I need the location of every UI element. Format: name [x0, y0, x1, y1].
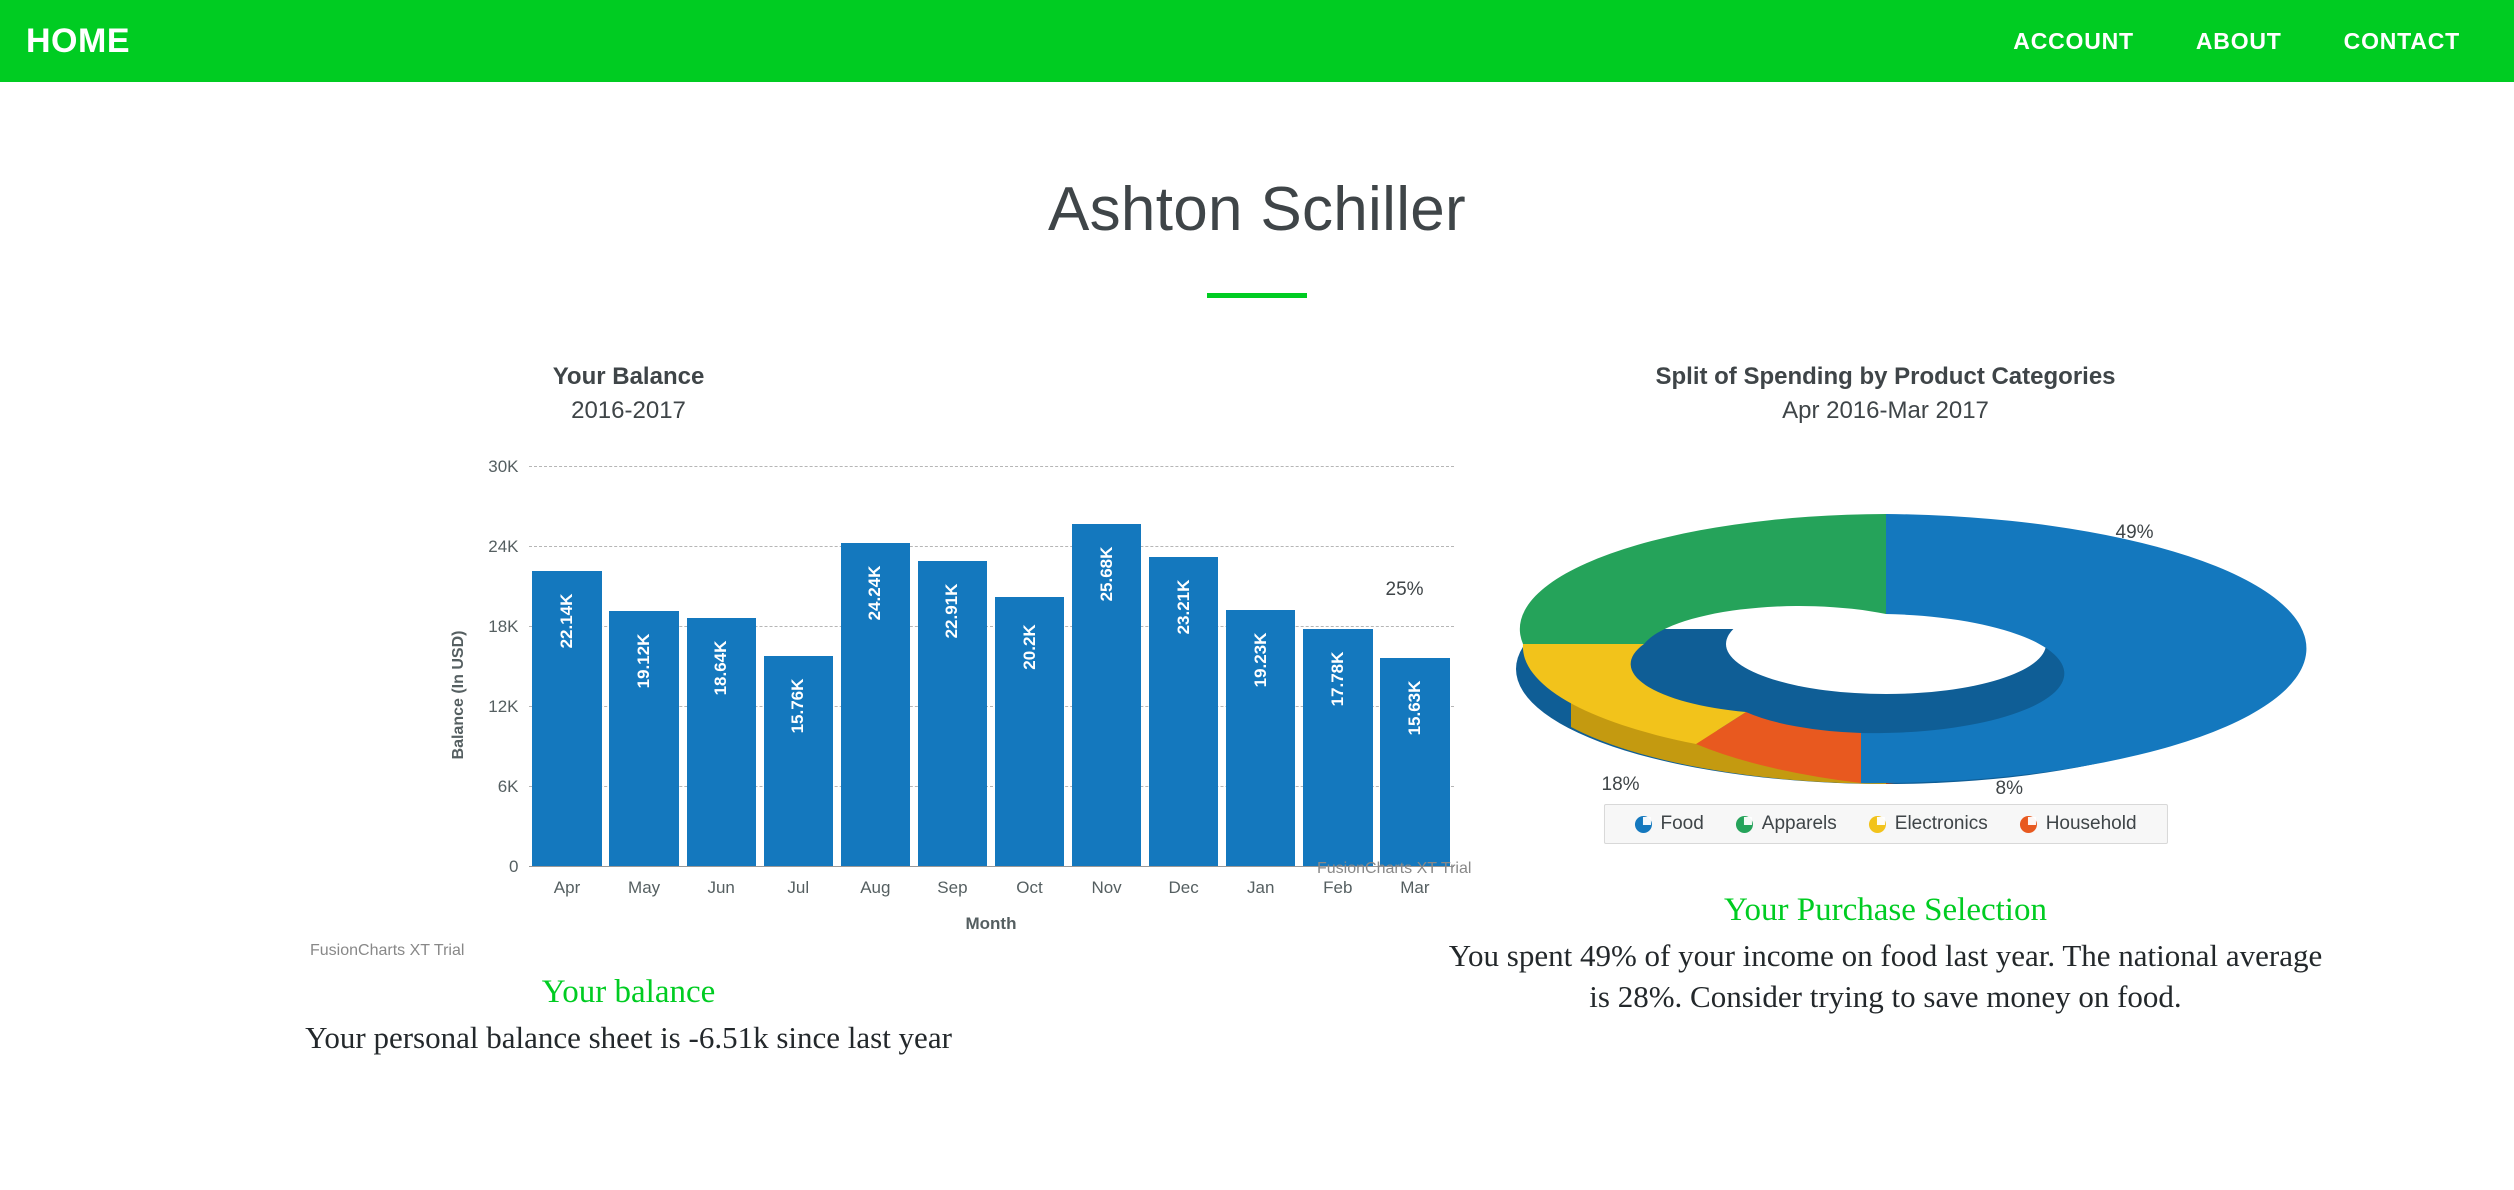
page-title: Ashton Schiller — [1047, 175, 1467, 244]
nav-link-account[interactable]: ACCOUNT — [2013, 27, 2134, 54]
donut-legend — [1603, 804, 2167, 844]
y-axis-tick: 12K — [488, 697, 519, 717]
bar-may[interactable] — [609, 611, 678, 866]
pie-slice-icon-electronics — [1869, 816, 1886, 833]
nav-link-about[interactable]: ABOUT — [2195, 27, 2282, 54]
legend-label-food: Food — [1660, 813, 1704, 835]
legend-label-household: Household — [2045, 813, 2137, 835]
x-axis-tick: Feb — [1323, 878, 1353, 898]
legend-label-electronics: Electronics — [1894, 813, 1988, 835]
x-axis-tick: Oct — [1016, 878, 1043, 898]
bar-slot — [532, 466, 601, 898]
bar-value-label: 20.2K — [1019, 624, 1039, 670]
donut-label-food: 49% — [2115, 522, 2154, 544]
x-axis-tick: Dec — [1168, 878, 1199, 898]
balance-x-axis-label: Month — [965, 914, 1017, 934]
title-underline-rule — [1207, 293, 1307, 298]
balance-caption-heading: Your balance — [541, 974, 716, 1011]
bar-value-label: 22.14K — [557, 593, 577, 649]
bar-value-label: 25.68K — [1096, 546, 1116, 602]
spending-caption — [1257, 892, 2514, 1017]
bar-slot — [609, 466, 678, 898]
bar-slot — [918, 466, 987, 898]
nav-links — [2013, 28, 2480, 55]
bar-value-label: 19.12K — [634, 633, 654, 689]
y-axis-tick: 18K — [488, 617, 519, 637]
bar-aug[interactable] — [841, 543, 910, 866]
x-axis-tick: Jan — [1247, 878, 1275, 898]
spending-panel — [1257, 360, 2514, 1058]
pie-slice-icon-apparels — [1736, 816, 1753, 833]
top-navigation-bar — [0, 0, 2514, 82]
bar-jun[interactable] — [687, 618, 756, 867]
balance-y-axis-label: Balance (In USD) — [449, 630, 467, 760]
spending-chart-watermark: FusionCharts XT Trial — [1317, 860, 1472, 878]
bar-value-label: 24.24K — [865, 565, 885, 621]
bar-slot — [1072, 466, 1141, 898]
bar-value-label: 18.64K — [711, 640, 731, 696]
bar-value-label: 19.23K — [1250, 632, 1270, 688]
spending-caption-heading: Your Purchase Selection — [1724, 892, 2047, 929]
donut-label-household: 8% — [1995, 778, 2023, 800]
spending-chart-title: Split of Spending by Product Categories — [1655, 363, 2116, 390]
bar-sep[interactable] — [918, 561, 987, 866]
x-axis-tick: May — [628, 878, 661, 898]
donut-label-electronics: 18% — [1601, 774, 1640, 796]
x-axis-tick: Jun — [707, 878, 735, 898]
bar-slot — [841, 466, 910, 898]
balance-caption-body: Your personal balance sheet is -6.51k since last year — [305, 1020, 952, 1056]
balance-chart-title: Your Balance — [552, 363, 705, 390]
legend-item-apparels[interactable] — [1720, 813, 1853, 835]
page-header — [0, 82, 2514, 298]
x-axis-tick: Apr — [553, 878, 581, 898]
bar-value-label: 23.21K — [1173, 579, 1193, 635]
balance-caption — [0, 974, 1257, 1058]
bar-nov[interactable] — [1072, 524, 1141, 866]
legend-item-household[interactable] — [2004, 813, 2153, 835]
bar-jul[interactable] — [764, 656, 833, 866]
spending-donut-chart — [1356, 444, 2416, 864]
pie-slice-icon-food — [1634, 816, 1651, 833]
x-axis-tick: Nov — [1091, 878, 1122, 898]
legend-label-apparels: Apparels — [1761, 813, 1837, 835]
page-bottom-spacer — [0, 1058, 2514, 1086]
spending-chart-card — [1257, 360, 2514, 878]
y-axis-tick: 0 — [509, 857, 519, 877]
bar-slot — [1149, 466, 1218, 898]
bar-value-label: 17.78K — [1327, 651, 1347, 707]
legend-item-food[interactable] — [1618, 813, 1719, 835]
y-axis-tick: 30K — [488, 457, 519, 477]
y-axis-tick: 24K — [488, 537, 519, 557]
bar-oct[interactable] — [995, 597, 1064, 866]
balance-chart-card — [0, 360, 1430, 960]
home-brand-link[interactable]: HOME — [26, 21, 130, 60]
pie-slice-icon-household — [2020, 816, 2037, 833]
charts-row — [0, 360, 2514, 1058]
bar-value-label: 15.63K — [1404, 680, 1424, 736]
x-axis-tick: Aug — [860, 878, 891, 898]
balance-panel — [0, 360, 1430, 1058]
x-axis-tick: Mar — [1400, 878, 1430, 898]
donut-label-apparels: 25% — [1385, 579, 1424, 601]
nav-link-contact[interactable]: CONTACT — [2343, 27, 2460, 54]
bar-apr[interactable] — [532, 571, 601, 866]
donut-slice-apparels[interactable] — [1519, 514, 1885, 644]
bar-value-label: 22.91K — [942, 583, 962, 639]
balance-chart-subtitle: 2016-2017 — [571, 397, 686, 425]
y-axis-tick: 6K — [497, 777, 519, 797]
spending-caption-body: You spent 49% of your income on food last year. The national average is 28%. Consider trying to save money on food. — [1448, 938, 2323, 1015]
bar-value-label: 15.76K — [788, 678, 808, 734]
bar-slot — [687, 466, 756, 898]
x-axis-tick: Sep — [937, 878, 968, 898]
bar-dec[interactable] — [1149, 557, 1218, 866]
donut-graphic — [1356, 444, 2416, 804]
legend-item-electronics[interactable] — [1853, 813, 2004, 835]
bar-slot — [995, 466, 1064, 898]
balance-chart-watermark: FusionCharts XT Trial — [310, 942, 465, 960]
bar-slot — [764, 466, 833, 898]
spending-chart-subtitle: Apr 2016-Mar 2017 — [1782, 397, 1989, 425]
x-axis-tick: Jul — [787, 878, 810, 898]
